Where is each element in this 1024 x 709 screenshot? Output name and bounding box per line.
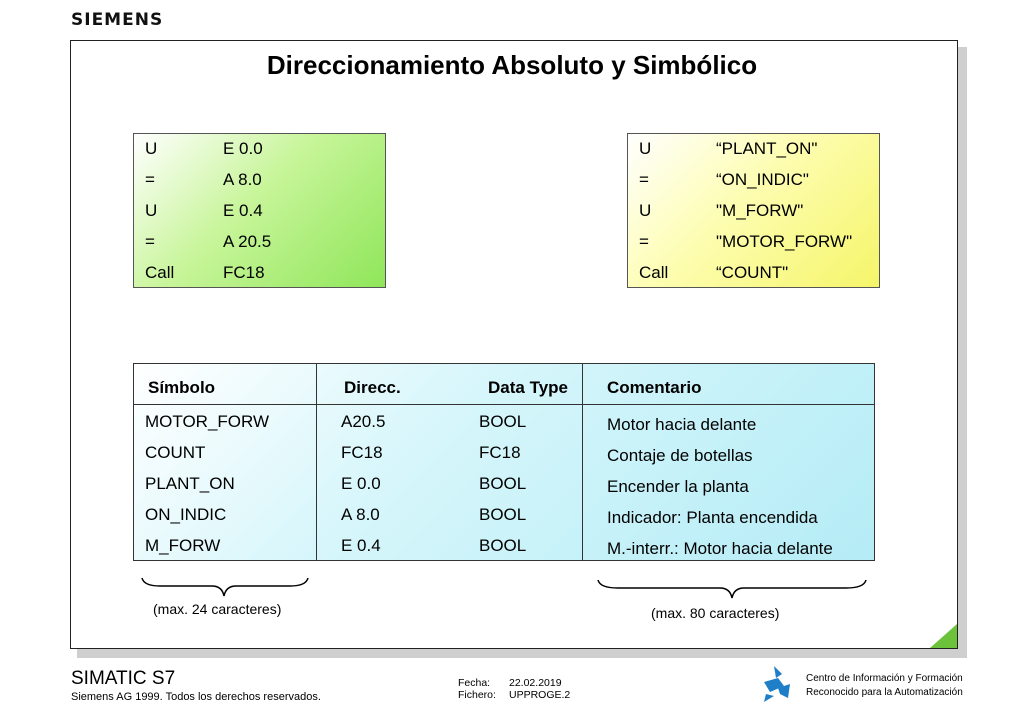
cell-address: FC18 — [341, 443, 383, 462]
code-op: U — [639, 139, 652, 158]
cell-comment: Indicador: Planta encendida — [607, 508, 818, 527]
code-arg: “COUNT" — [716, 263, 789, 282]
training-center-text — [806, 672, 963, 700]
code-line — [134, 230, 385, 261]
cell-symbol: MOTOR_FORW — [145, 412, 270, 431]
centro-line-1: Centro de Información y Formación — [806, 673, 963, 684]
code-arg: A 8.0 — [223, 170, 262, 189]
header-symbol: Símbolo — [148, 378, 216, 397]
code-arg: “ON_INDIC" — [716, 170, 809, 189]
code-line — [628, 137, 879, 168]
header-address: Direcc. — [344, 378, 401, 397]
cell-address: E 0.4 — [341, 536, 381, 555]
cell-data-type: FC18 — [479, 443, 521, 462]
table-row — [134, 443, 874, 474]
cell-symbol: COUNT — [145, 443, 206, 462]
date-value: 22.02.2019 — [509, 677, 562, 689]
code-line — [134, 168, 385, 199]
cell-data-type: BOOL — [479, 536, 527, 555]
absolute-code-box — [133, 133, 386, 288]
code-line — [134, 199, 385, 230]
cell-symbol: ON_INDIC — [145, 505, 227, 524]
slide-title: Direccionamiento Absoluto y Simbólico — [266, 50, 758, 80]
code-line — [134, 137, 385, 168]
code-arg: E 0.0 — [223, 139, 263, 158]
comment-length-brace-icon — [596, 576, 868, 604]
symbol-table — [133, 363, 875, 561]
header-data-type: Data Type — [488, 378, 568, 397]
symbol-max-note: (max. 24 caracteres) — [153, 601, 282, 617]
cell-address: A 8.0 — [341, 505, 380, 524]
code-arg: FC18 — [223, 263, 265, 282]
code-line — [134, 261, 385, 292]
code-line — [628, 168, 879, 199]
training-center-logo-icon — [760, 664, 796, 704]
code-op: U — [639, 201, 652, 220]
cell-address: A20.5 — [341, 412, 386, 431]
code-arg: E 0.4 — [223, 201, 263, 220]
code-op: U — [145, 139, 158, 158]
cell-data-type: BOOL — [479, 412, 527, 431]
cell-comment: Encender la planta — [607, 477, 749, 496]
code-op: Call — [639, 263, 669, 282]
file-label: Fichero: — [458, 689, 496, 701]
symbol-length-brace-icon — [140, 574, 310, 602]
cell-comment: Motor hacia delante — [607, 415, 757, 434]
code-op: U — [145, 201, 158, 220]
table-row — [134, 474, 874, 505]
code-op: = — [639, 232, 649, 251]
code-line — [628, 261, 879, 292]
symbolic-code-box — [627, 133, 880, 288]
cell-comment: M.-interr.: Motor hacia delante — [607, 539, 833, 558]
code-arg: "MOTOR_FORW" — [716, 232, 853, 251]
header-comment: Comentario — [607, 378, 702, 397]
table-row — [134, 536, 874, 567]
cell-symbol: PLANT_ON — [145, 474, 235, 493]
code-op: = — [145, 232, 155, 251]
header-divider — [134, 404, 874, 405]
code-arg: "M_FORW" — [716, 201, 804, 220]
code-op: = — [145, 170, 155, 189]
cell-address: E 0.0 — [341, 474, 381, 493]
table-row — [134, 505, 874, 536]
table-row — [134, 412, 874, 443]
file-value: UPPROGE.2 — [509, 689, 571, 701]
siemens-logo: SIEMENS — [71, 10, 164, 30]
code-op: Call — [145, 263, 175, 282]
cell-data-type: BOOL — [479, 474, 527, 493]
date-label: Fecha: — [458, 677, 491, 689]
cell-data-type: BOOL — [479, 505, 527, 524]
product-name: SIMATIC S7 — [71, 668, 176, 689]
cell-comment: Contaje de botellas — [607, 446, 753, 465]
code-op: = — [639, 170, 649, 189]
code-line — [628, 230, 879, 261]
code-line — [628, 199, 879, 230]
centro-line-2: Reconocido para la Automatización — [806, 687, 963, 698]
code-arg: “PLANT_ON" — [716, 139, 818, 158]
comment-max-note: (max. 80 caracteres) — [651, 605, 780, 621]
copyright: Siemens AG 1999. Todos los derechos reservados. — [71, 691, 321, 703]
code-arg: A 20.5 — [223, 232, 272, 251]
page-corner-accent — [930, 624, 957, 648]
cell-symbol: M_FORW — [145, 536, 221, 555]
